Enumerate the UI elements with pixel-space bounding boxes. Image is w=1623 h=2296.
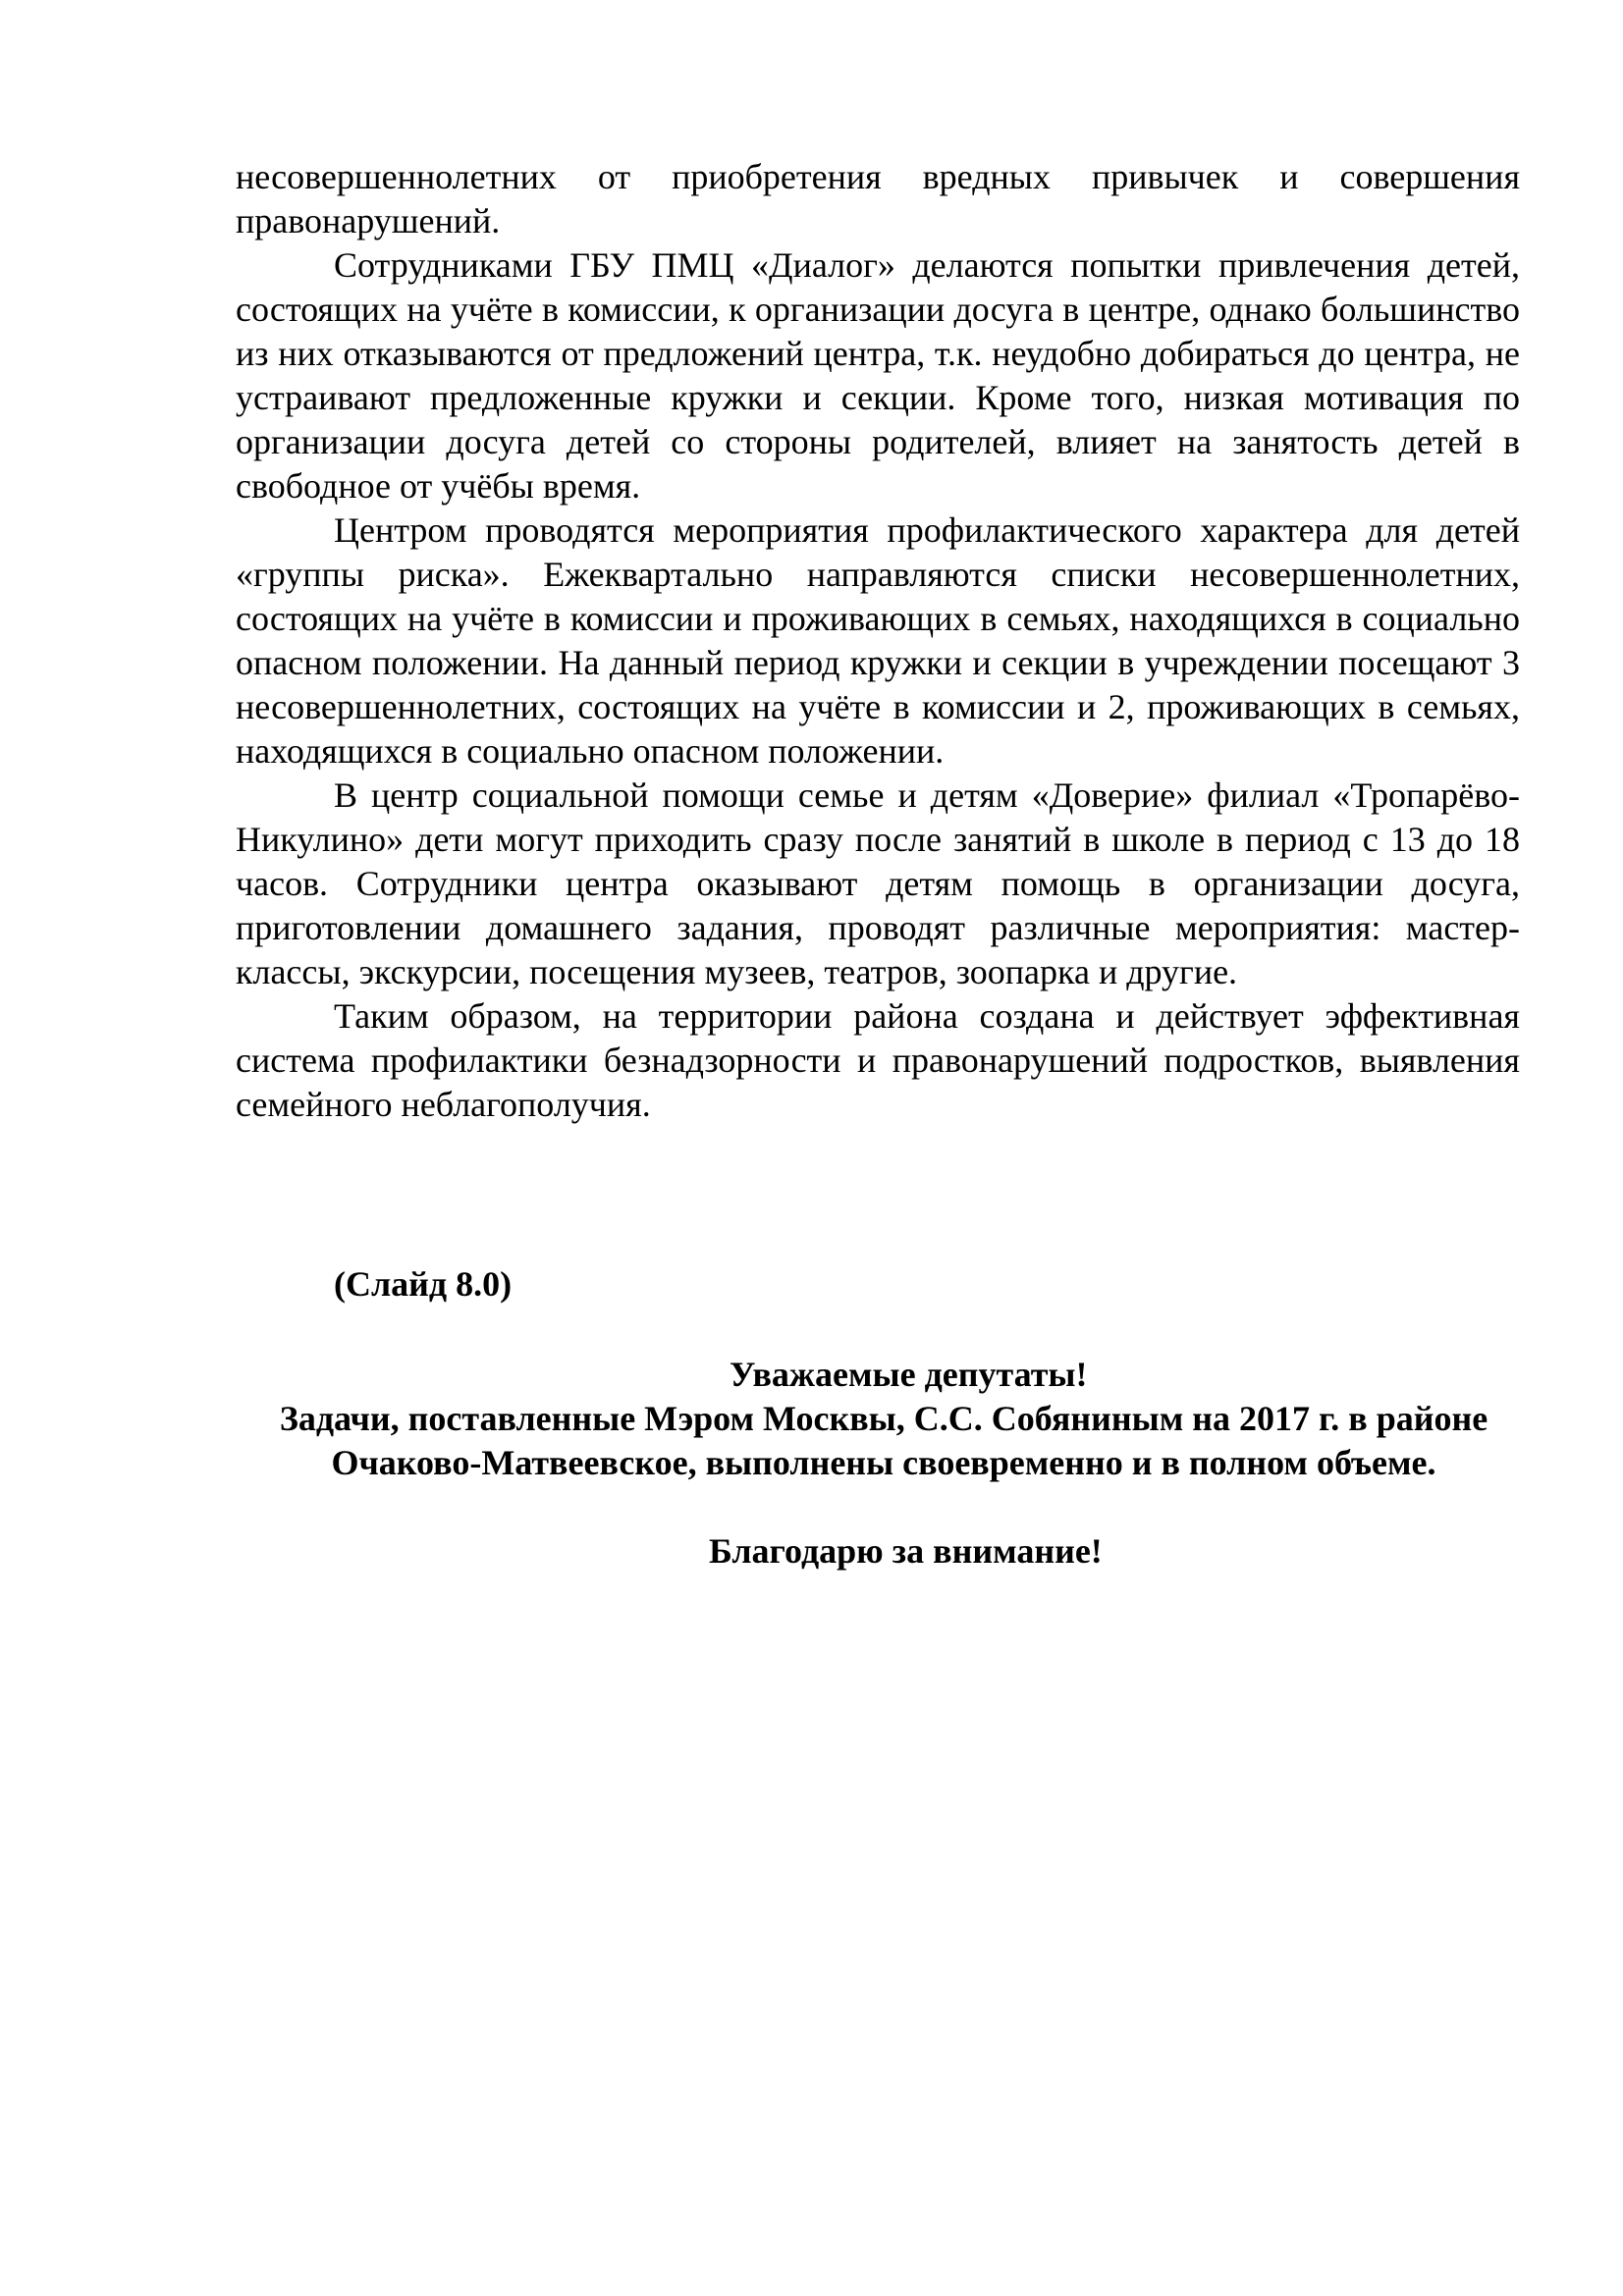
paragraph-conclusion: Таким образом, на территории района создана и действует эффективная система профилактики безнадзорности и правонарушений подростков, выявления семейного неблагополучия. (236, 996, 1520, 1124)
closing-thanks: Благодарю за внимание! (709, 1531, 1103, 1571)
closing-tasks-statement: Задачи, поставленные Мэром Москвы, С.С. Собяниным на 2017 г. в районе Очаково-Матвеевское, выполнены своевременно и в полном объеме. (279, 1399, 1488, 1482)
paragraph-doverie-center: В центр социальной помощи семье и детям «Доверие» филиал «Тропарёво-Никулино» дети могут приходить сразу после занятий в школе в период с 13 до 18 часов. Сотрудники центра оказывают детям помощь в организации досуга, приготовлении домашнего задания, проводят различные мероприятия: мастер-классы, экскурсии, посещения музеев, театров, зоопарка и другие. (236, 775, 1520, 991)
paragraph-dialog-center: Сотрудниками ГБУ ПМЦ «Диалог» делаются попытки привлечения детей, состоящих на учёте в комиссии, к организации досуга в центре, однако большинство из них отказываются от предложений центра, т.к. неудобно добираться до центра, не устраивают предложенные кружки и секции. Кроме того, низкая мотивация по организации досуга детей со стороны родителей, влияет на занятость детей в свободное от учёбы время. (236, 245, 1520, 506)
body-text (236, 155, 1520, 1127)
paragraph-risk-group: Центром проводятся мероприятия профилактического характера для детей «группы риска». Ежеквартально направляются списки несовершеннолетних, состоящих на учёте в комиссии и проживающих в семьях, находящихся в социально опасном положении. На данный период кружки и секции в учреждении посещают 3 несовершеннолетних, состоящих на учёте в комиссии и 2, проживающих в семьях, находящихся в социально опасном положении. (236, 510, 1520, 771)
closing-greeting: Уважаемые депутаты! (730, 1355, 1088, 1394)
slide-reference: (Слайд 8.0) (334, 1264, 513, 1304)
paragraph-continuation: несовершеннолетних от приобретения вредных привычек и совершения правонарушений. (236, 157, 1520, 240)
